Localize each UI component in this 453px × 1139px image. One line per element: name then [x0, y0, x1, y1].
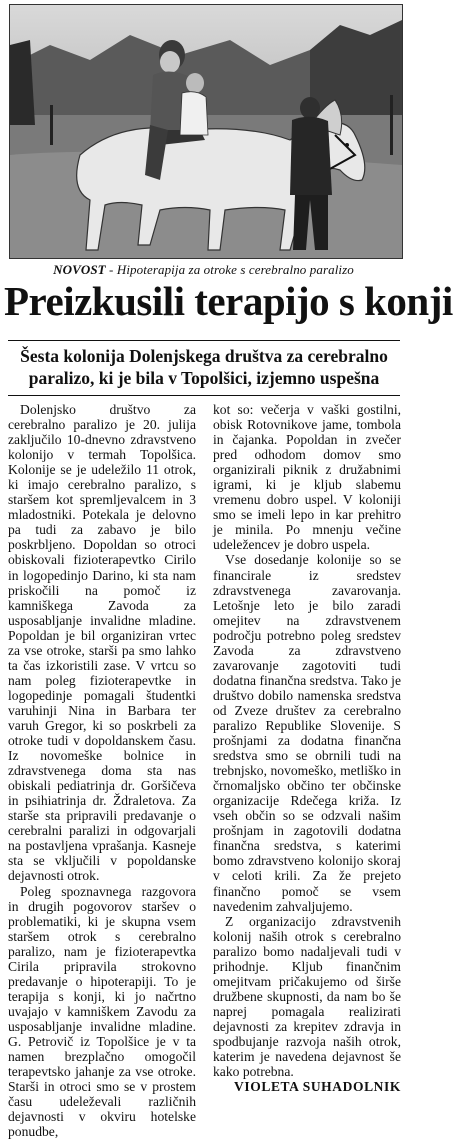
- article-column-right: [213, 402, 401, 1094]
- caption-text: Hipoterapija za otroke s cerebralno paralizo: [117, 262, 354, 277]
- caption-separator: -: [106, 262, 117, 277]
- article-photo: [9, 4, 403, 259]
- divider-top: [8, 340, 400, 341]
- article-subheadline: Šesta kolonija Dolenjskega društva za cerebralno paralizo, ki je bila v Topolšici, izjemno uspešna: [10, 345, 398, 389]
- article-headline: Preizkusili terapijo s konji: [4, 278, 404, 324]
- author-byline: VIOLETA SUHADOLNIK: [213, 1079, 401, 1094]
- paragraph: Dolenjsko društvo za cerebralno paralizo je 20. julija zaključilo 10-dnevno zdravstveno kolonijo v termah Topolšica. Kolonije se je udeležilo 11 otrok, ki imajo cerebralno paralizo, s staršem kot spremljevalcem in 3 mladostniki. Potekala je delovno pa tudi za zabavo je bilo poskrbljeno. Dopoldan so otroci obiskovali fizioterapevtko Cirilo in logopedinjo Darino, ki sta nam priskočili na pomoč iz kamniškega Zavoda za usposabljanje invalidne mladine. Popoldan je bil organiziran vrtec za vse otroke, starši pa smo lahko ta čas izkoristili zase. V vrtcu so nam poleg fizioterapevtke in logopedinje pomagali študentki varuhinji Nina in Barbara ter varuh Gregor, ki so poskrbeli za otroke tudi v dopoldanskem času. Iz novomeške bolnice in zdravstvenega doma sta nas obiskali pediatrinja dr. Goršičeva in psihiatrinja dr. Ždraletova. Za starše sta pripravili predavanje o cerebralni paralizi in odgovarjali na postavljena vprašanja. Kasneje sta se vključili v popoldanske dejavnosti otrok.: [8, 402, 196, 884]
- paragraph: kot so: večerja v vaški gostilni, obisk Rotovnikove jame, tombola in čajanka. Popoldan in zvečer pred odhodom domov smo organizirali piknik z družabnimi igrami, ki je kljub slabemu vremenu dobro uspel. V koloniji smo se imeli lepo in kar prehitro je minila. Po mnenju večine udeležencev je dobro uspela.: [213, 402, 401, 552]
- paragraph: Z organizacijo zdravstvenih kolonij naših otrok s cerebralno paralizo bomo nadaljevali tudi v prihodnje. Kljub finančnim omejitvam pričakujemo od širše družbene skupnosti, da nam bo še naprej pomagala realizirati dejavnosti za krepitev zdravja in spodbujanje razvoja naših otrok, katerim je navedena dejavnost še kako potrebna.: [213, 914, 401, 1080]
- article-column-left: [8, 402, 196, 1139]
- paragraph: Vse dosedanje kolonije so se financirale iz sredstev zdravstvenega zavarovanja. Letošnje leto je bilo zaradi omejitev na zdravstvenem področju potrebno poleg sredstev Zavoda za zdravstveno zavarovanje zagotoviti tudi dodatna finančna sredstva. Tako je društvo dobilo namenska sredstva od Zveze društev za cerebralno paralizo Republike Slovenije. S prošnjami za dodatna finančna sredstva smo se obrnili tudi na trebnjsko, novomeško, metliško in črnomaljsko občino ter občinske organizacije Rdečega križa. Iz vseh občin so se odzvali našim prošnjam in zagotovili dodatna finančna sredstva, s katerimi bomo zdravstveno kolonijo skoraj v celoti krili. Za že prejeto finančno pomoč se vsem navedenim zahvaljujemo.: [213, 552, 401, 913]
- photo-hippotherapy-image: [10, 5, 402, 258]
- divider-bottom: [8, 395, 400, 396]
- paragraph: Poleg spoznavnega razgovora in drugih pogovorov staršev o problematiki, ki je skupna vsem staršem otrok s cerebralno paralizo, nam je fizioterapevtka Cirila pripravila strokovno predavanje o hipoterapiji. To je terapija s konji, ki jo načrtno uvajajo v kamniškem Zavodu za usposabljanje invalidne mladine. G. Petrovič iz Topolšice je v ta namen brezplačno omogočil terapevtsko jahanje za vse otroke. Starši in otroci smo se v prostem času udeleževali različnih dejavnosti v okviru hotelske ponudbe,: [8, 884, 196, 1139]
- caption-keyword: NOVOST: [53, 262, 106, 277]
- photo-caption: [0, 262, 407, 278]
